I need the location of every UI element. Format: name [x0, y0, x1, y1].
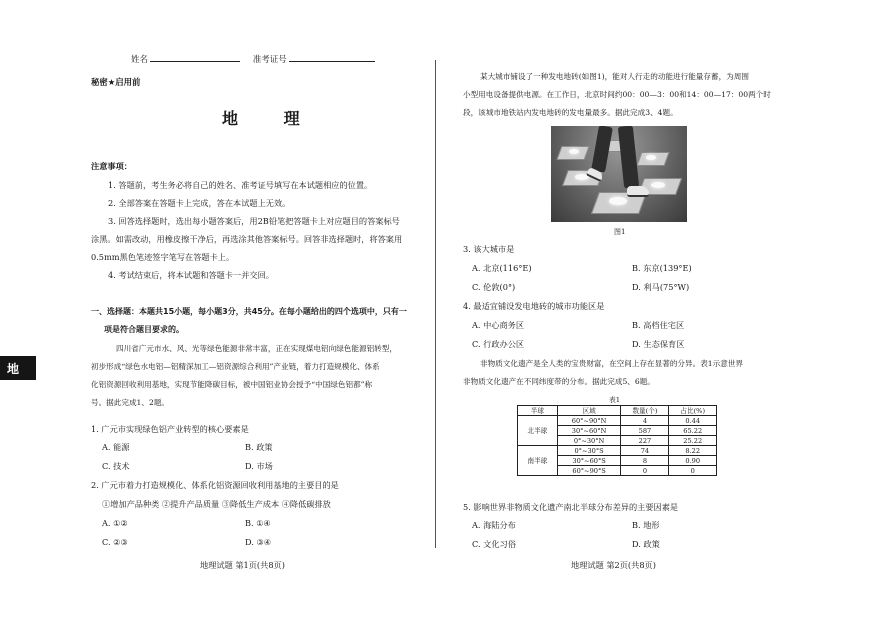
walker-shoe [627, 186, 649, 197]
table-cell: 30°~60°S [557, 456, 621, 466]
latitude-distribution-table [517, 405, 717, 476]
q5-option-a[interactable]: A. 海陆分布 [472, 520, 516, 530]
tile-light [569, 149, 579, 154]
notes-heading: 注意事项： [91, 161, 132, 171]
q2-statements: ①增加产品种类 ②提升产品质量 ③降低生产成本 ④降低碳排放 [102, 499, 331, 509]
page-footer-left: 地理试题 第1页(共8页) [200, 560, 285, 570]
q3-option-b[interactable]: B. 东京(139°E) [632, 263, 692, 273]
q3-option-c[interactable]: C. 伦敦(0°) [472, 282, 516, 292]
passage-line: 某大城市铺设了一种发电地砖(如图1)，能对人行走的动能进行能量存蓄，为周围 [480, 72, 749, 81]
q4-option-c[interactable]: C. 行政办公区 [472, 339, 525, 349]
passage-line: 非物质文化遗产是全人类的宝贵财富，在空间上存在显著的分异。表1示意世界 [480, 359, 744, 368]
passage-line: 段，该城市地铁站内发电地砖的发电量最多。据此完成3、4题。 [463, 108, 678, 117]
passage-line: 四川省广元市水、风、光等绿色能源非常丰富，正在实现煤电铝向绿色能源铝转型， [116, 344, 397, 353]
q4-option-d[interactable]: D. 生态保育区 [632, 339, 685, 349]
passage-line: 初步形成“绿色水电铝—铝精深加工—铝资源综合利用”产业链，着力打造规模化、体系 [91, 362, 380, 371]
q1-option-c[interactable]: C. 技术 [102, 461, 130, 471]
note-item: 4. 考试结束后，将本试题和答题卡一并交回。 [108, 270, 274, 280]
exam-header [131, 52, 375, 66]
q1-option-a[interactable]: A. 能源 [102, 442, 130, 452]
note-item: 2. 全部答案在答题卡上完成，答在本试题上无效。 [108, 198, 291, 208]
q5-option-c[interactable]: C. 文化习俗 [472, 539, 516, 549]
section-heading: 一、选择题：本题共15小题，每小题3分，共45分。在每小题给出的四个选项中，只有一 [91, 307, 407, 316]
question-2-stem: 2. 广元市着力打造规模化、体系化铝资源回收利用基地的主要目的是 [91, 480, 339, 490]
tile-light [651, 182, 665, 188]
page-divider [435, 60, 436, 548]
figure-caption: 图1 [614, 228, 626, 236]
q1-option-d[interactable]: D. 市场 [245, 461, 273, 471]
table-header-row [518, 406, 717, 416]
exam-id-field[interactable] [289, 52, 375, 62]
figure-1-photo [551, 126, 687, 222]
tile-light [609, 197, 627, 205]
name-label: 姓名 [131, 55, 149, 65]
q3-option-a[interactable]: A. 北京(116°E) [472, 263, 532, 273]
q4-option-b[interactable]: B. 高档住宅区 [632, 320, 685, 330]
q5-option-b[interactable]: B. 地形 [632, 520, 660, 530]
table-cell: 0 [669, 466, 717, 476]
table-cell: 8 [621, 456, 669, 466]
table-caption: 表1 [609, 396, 621, 404]
table-header-cell: 区域 [557, 406, 621, 416]
table-row [518, 416, 717, 426]
table-cell: 30°~60°N [557, 426, 621, 436]
subject-side-tab: 地 [0, 356, 36, 380]
q2-option-d[interactable]: D. ③④ [245, 537, 272, 547]
table-cell: 8.22 [669, 446, 717, 456]
table-cell: 65.22 [669, 426, 717, 436]
question-4-stem: 4. 最适宜铺设发电地砖的城市功能区是 [463, 301, 605, 311]
passage-line: 号。据此完成1、2题。 [91, 398, 170, 407]
table-cell: 60°~90°S [557, 466, 621, 476]
table-row [518, 446, 717, 456]
question-1-stem: 1. 广元市实现绿色铝产业转型的核心要素是 [91, 424, 249, 434]
table-header-cell: 半球 [518, 406, 558, 416]
q3-option-d[interactable]: D. 利马(75°W) [632, 282, 690, 292]
note-item: 0.5mm黑色笔迹签字笔写在答题卡上。 [91, 252, 235, 262]
table-cell: 0°~30°N [557, 436, 621, 446]
passage-line: 化铝资源回收利用基地，实现节能降碳目标，被中国铝业协会授予“中国绿色铝都”称 [91, 380, 373, 389]
table-cell: 60°~90°N [557, 416, 621, 426]
table-cell: 587 [621, 426, 669, 436]
q2-option-a[interactable]: A. ①② [102, 518, 128, 528]
table-cell: 0°~30°S [557, 446, 621, 456]
table-cell: 74 [621, 446, 669, 456]
exam-id-label: 准考证号 [252, 55, 287, 65]
q2-option-b[interactable]: B. ①④ [245, 518, 271, 528]
table-cell: 4 [621, 416, 669, 426]
section-heading-cont: 项是符合题目要求的。 [104, 325, 184, 334]
table-cell: 25.22 [669, 436, 717, 446]
note-item: 涂黑。如需改动，用橡皮擦干净后，再选涂其他答案标号。回答非选择题时，将答案用 [91, 234, 403, 244]
table-cell: 0.44 [669, 416, 717, 426]
question-5-stem: 5. 影响世界非物质文化遗产南北半球分布差异的主要因素是 [463, 502, 679, 512]
table-header-cell: 占比(%) [669, 406, 717, 416]
page-footer-right: 地理试题 第2页(共8页) [571, 560, 656, 570]
question-3-stem: 3. 该大城市是 [463, 244, 515, 254]
passage-line: 非物质文化遗产在不同纬度带的分布。据此完成5、6题。 [463, 377, 655, 386]
note-item: 3. 回答选择题时，选出每小题答案后，用2B铅笔把答题卡上对应题目的答案标号 [108, 216, 400, 226]
table-cell: 227 [621, 436, 669, 446]
table-cell: 0.90 [669, 456, 717, 466]
table-header-cell: 数量(个) [621, 406, 669, 416]
hemisphere-cell: 南半球 [518, 446, 558, 476]
subject-title: 地 理 [222, 109, 320, 128]
q4-option-a[interactable]: A. 中心商务区 [472, 320, 525, 330]
q2-option-c[interactable]: C. ②③ [102, 537, 128, 547]
q1-option-b[interactable]: B. 政策 [245, 442, 273, 452]
hemisphere-cell: 北半球 [518, 416, 558, 446]
right-page [437, 0, 870, 619]
name-field[interactable] [150, 52, 240, 62]
note-item: 1. 答题前，考生务必将自己的姓名、准考证号填写在本试题相应的位置。 [108, 180, 373, 190]
table-cell: 0 [621, 466, 669, 476]
walker-leg [618, 126, 639, 189]
passage-line: 小型用电设备提供电源。在工作日，北京时间约00：00—3：00和14：00—17：00两个时 [463, 90, 771, 99]
q5-option-d[interactable]: D. 政策 [632, 539, 660, 549]
confidential-mark: 秘密★启用前 [91, 77, 141, 87]
tile-light [646, 155, 656, 160]
